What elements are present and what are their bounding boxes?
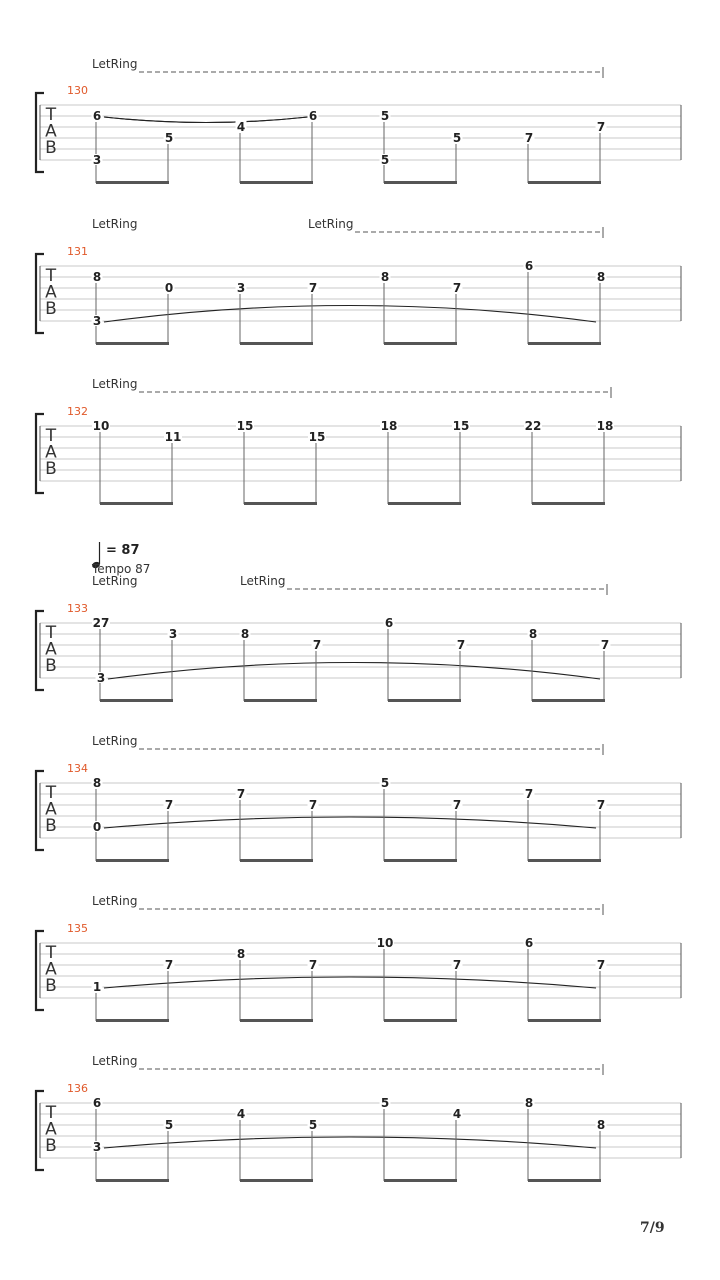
fret-number: 3 xyxy=(236,281,246,295)
fret-number: 7 xyxy=(312,638,322,652)
fret-number: 8 xyxy=(524,1096,534,1110)
tempo-marking xyxy=(91,542,150,576)
fret-number: 7 xyxy=(596,798,606,812)
tab-system-134 xyxy=(36,734,681,862)
fret-number: 18 xyxy=(596,419,614,433)
fret-number: 5 xyxy=(164,131,174,145)
measure-number: 134 xyxy=(67,762,88,775)
fret-number: 7 xyxy=(596,958,606,972)
tab-clef-letter: T xyxy=(45,426,57,446)
tab-clef-letter: B xyxy=(45,459,57,479)
fret-number: 7 xyxy=(452,958,462,972)
fret-number: 8 xyxy=(236,947,246,961)
measure-number: 135 xyxy=(67,922,88,935)
measure-number: 132 xyxy=(67,405,88,418)
beam xyxy=(532,502,605,505)
measure-number: 133 xyxy=(67,602,88,615)
fret-number: 8 xyxy=(92,776,102,790)
tempo-value: = 87 xyxy=(106,543,140,558)
fret-number: 8 xyxy=(596,1118,606,1132)
tab-clef-letter: B xyxy=(45,656,57,676)
fret-number: 11 xyxy=(164,430,182,444)
beam xyxy=(532,699,605,702)
fret-number: 7 xyxy=(600,638,610,652)
letring-label: LetRing xyxy=(92,57,138,71)
fret-number: 7 xyxy=(308,281,318,295)
slur-arc xyxy=(104,817,596,828)
beam xyxy=(244,502,317,505)
beam xyxy=(384,181,457,184)
fret-number: 5 xyxy=(308,1118,318,1132)
tab-clef-letter: A xyxy=(45,282,57,303)
beam xyxy=(384,1019,457,1022)
fret-number: 5 xyxy=(164,1118,174,1132)
fret-number: 4 xyxy=(236,120,246,134)
fret-number: 6 xyxy=(308,109,318,123)
beam xyxy=(240,342,313,345)
slur-arc xyxy=(104,1137,596,1148)
beam xyxy=(240,1019,313,1022)
beam xyxy=(240,181,313,184)
fret-number: 8 xyxy=(380,270,390,284)
fret-number: 6 xyxy=(92,109,102,123)
beam xyxy=(528,342,601,345)
slur-arc xyxy=(104,977,596,988)
fret-number: 15 xyxy=(452,419,470,433)
fret-number: 10 xyxy=(376,936,394,950)
tab-clef-letter: A xyxy=(45,639,57,660)
tab-system-130 xyxy=(36,57,681,184)
fret-number: 6 xyxy=(524,259,534,273)
measure-number: 136 xyxy=(67,1082,88,1095)
letring-label: LetRing xyxy=(92,894,138,908)
tempo-label: Tempo 87 xyxy=(92,562,151,576)
fret-number: 15 xyxy=(236,419,254,433)
fret-number: 3 xyxy=(96,671,106,685)
letring-label: LetRing xyxy=(92,377,138,391)
tab-clef-letter: A xyxy=(45,959,57,980)
beam xyxy=(96,1179,169,1182)
fret-number: 5 xyxy=(380,776,390,790)
tab-system-135 xyxy=(36,894,681,1022)
fret-number: 22 xyxy=(524,419,542,433)
tab-clef-letter: T xyxy=(45,1103,57,1123)
tab-clef-letter: A xyxy=(45,1119,57,1140)
beam xyxy=(96,859,169,862)
beam xyxy=(96,342,169,345)
tab-system-132 xyxy=(36,377,681,505)
beam xyxy=(388,502,461,505)
fret-number: 7 xyxy=(596,120,606,134)
beam xyxy=(240,1179,313,1182)
fret-number: 27 xyxy=(92,616,110,630)
fret-number: 18 xyxy=(380,419,398,433)
fret-number: 3 xyxy=(168,627,178,641)
beam xyxy=(100,699,173,702)
slur-arc xyxy=(104,306,596,323)
beam xyxy=(528,1019,601,1022)
tab-clef-letter: B xyxy=(45,299,57,319)
fret-number: 7 xyxy=(164,958,174,972)
fret-number: 3 xyxy=(92,1140,102,1154)
tab-clef-letter: T xyxy=(45,943,57,963)
tab-clef-letter: T xyxy=(45,266,57,286)
slur-arc xyxy=(108,663,600,680)
fret-number: 7 xyxy=(456,638,466,652)
page-number: 7/9 xyxy=(640,1220,665,1236)
beam xyxy=(528,859,601,862)
tab-clef-letter: A xyxy=(45,442,57,463)
measure-number: 130 xyxy=(67,84,88,97)
fret-number: 5 xyxy=(452,131,462,145)
letring-label: LetRing xyxy=(240,574,286,588)
fret-number: 7 xyxy=(308,798,318,812)
fret-number: 5 xyxy=(380,109,390,123)
measure-number: 131 xyxy=(67,245,88,258)
beam xyxy=(384,1179,457,1182)
letring-label: LetRing xyxy=(92,217,138,231)
fret-number: 7 xyxy=(308,958,318,972)
fret-number: 6 xyxy=(92,1096,102,1110)
letring-label: LetRing xyxy=(92,1054,138,1068)
fret-number: 5 xyxy=(380,153,390,167)
fret-number: 8 xyxy=(528,627,538,641)
beam xyxy=(528,181,601,184)
fret-number: 6 xyxy=(384,616,394,630)
tab-clef-letter: B xyxy=(45,976,57,996)
fret-number: 1 xyxy=(92,980,102,994)
beam xyxy=(244,699,317,702)
tab-clef-letter: T xyxy=(45,623,57,643)
fret-number: 15 xyxy=(308,430,326,444)
tab-system-131 xyxy=(36,217,681,345)
fret-number: 5 xyxy=(380,1096,390,1110)
beam xyxy=(96,181,169,184)
fret-number: 7 xyxy=(452,281,462,295)
fret-number: 6 xyxy=(524,936,534,950)
tab-system-133 xyxy=(36,574,681,702)
fret-number: 7 xyxy=(452,798,462,812)
tab-clef-letter: B xyxy=(45,138,57,158)
fret-number: 8 xyxy=(596,270,606,284)
fret-number: 8 xyxy=(92,270,102,284)
tab-system-136 xyxy=(36,1054,681,1182)
tab-clef-letter: T xyxy=(45,783,57,803)
fret-number: 7 xyxy=(236,787,246,801)
slur-arc xyxy=(104,117,308,123)
letring-label: LetRing xyxy=(308,217,354,231)
beam xyxy=(384,342,457,345)
beam xyxy=(528,1179,601,1182)
fret-number: 7 xyxy=(164,798,174,812)
fret-number: 0 xyxy=(164,281,174,295)
beam xyxy=(96,1019,169,1022)
tab-clef-letter: B xyxy=(45,816,57,836)
letring-label: LetRing xyxy=(92,734,138,748)
fret-number: 4 xyxy=(452,1107,462,1121)
fret-number: 10 xyxy=(92,419,110,433)
tab-clef-letter: T xyxy=(45,105,57,125)
beam xyxy=(100,502,173,505)
fret-number: 0 xyxy=(92,820,102,834)
fret-number: 7 xyxy=(524,131,534,145)
fret-number: 3 xyxy=(92,153,102,167)
beam xyxy=(240,859,313,862)
fret-number: 7 xyxy=(524,787,534,801)
tab-clef-letter: B xyxy=(45,1136,57,1156)
beam xyxy=(384,859,457,862)
fret-number: 3 xyxy=(92,314,102,328)
fret-number: 4 xyxy=(236,1107,246,1121)
tab-clef-letter: A xyxy=(45,121,57,142)
tab-clef-letter: A xyxy=(45,799,57,820)
beam xyxy=(388,699,461,702)
letring-label: LetRing xyxy=(92,574,138,588)
fret-number: 8 xyxy=(240,627,250,641)
